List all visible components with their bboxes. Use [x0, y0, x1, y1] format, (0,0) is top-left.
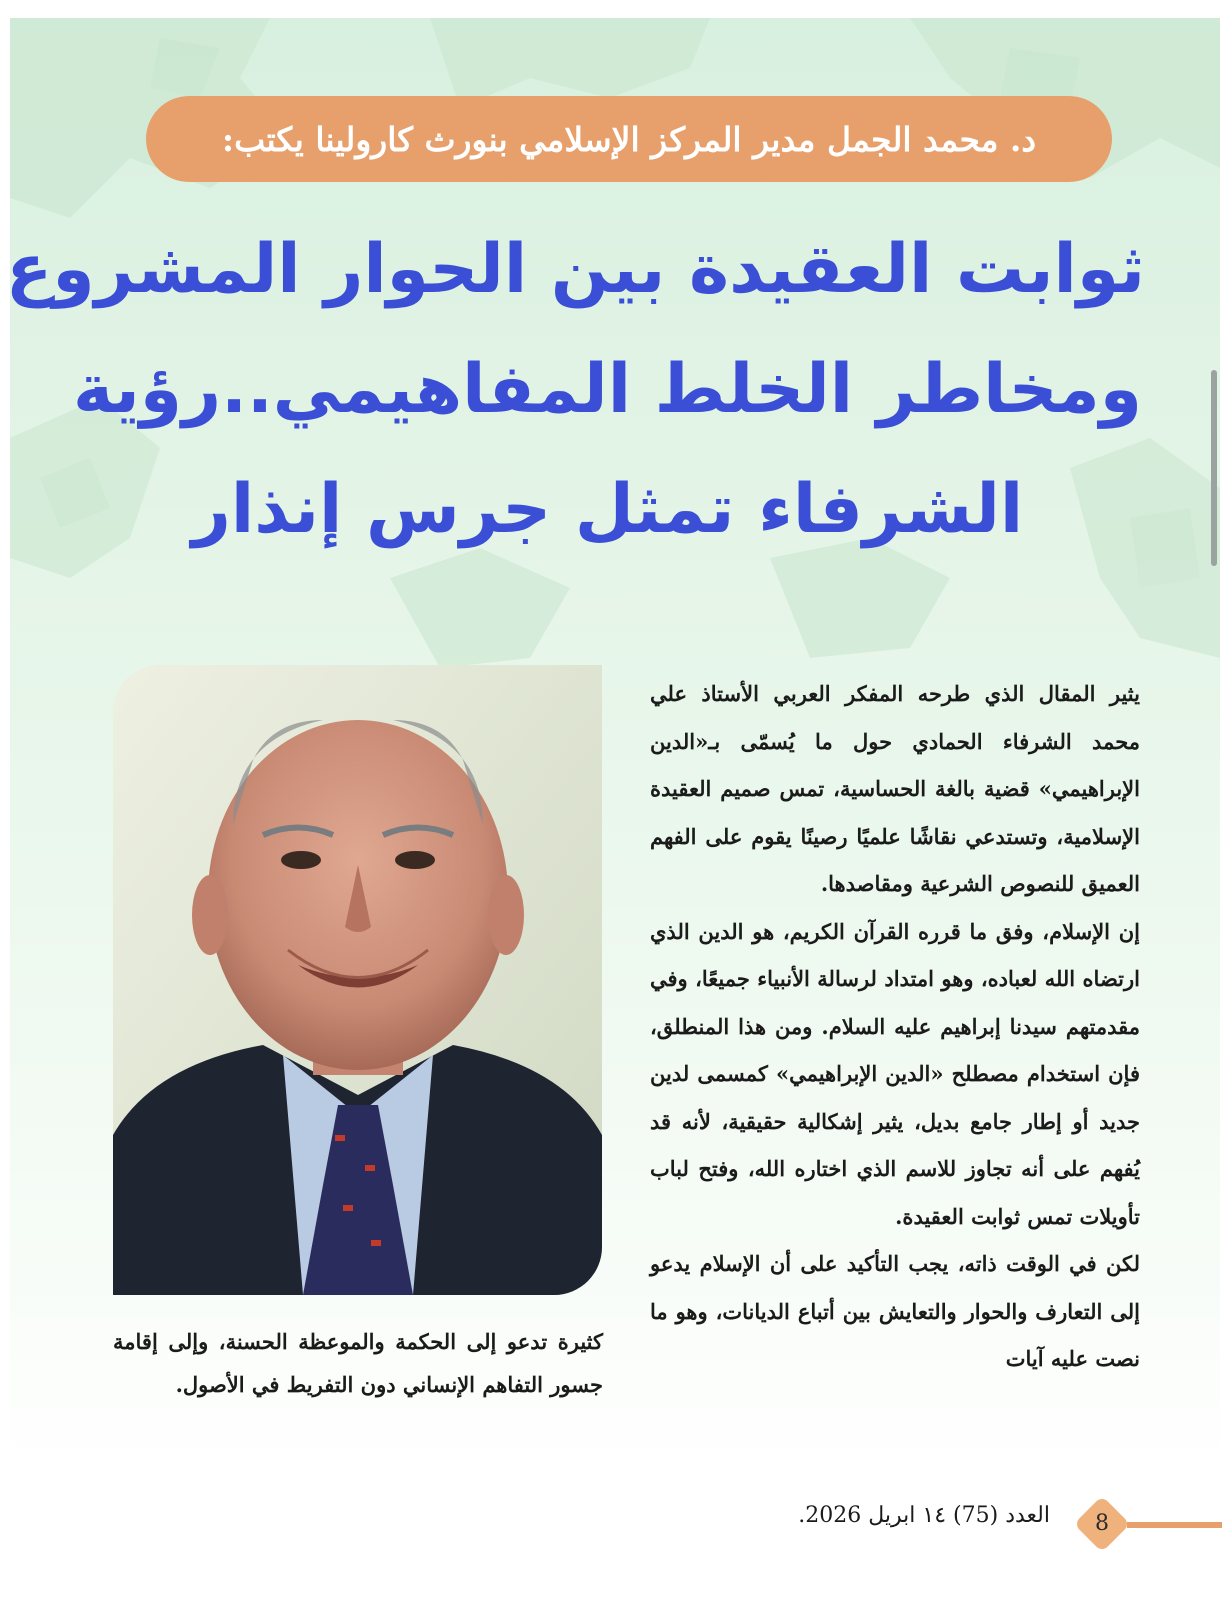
- page-number-badge: [1073, 1495, 1131, 1553]
- portrait-icon: [113, 665, 602, 1295]
- article-body: [650, 670, 1140, 1383]
- headline-line-1: ثوابت العقيدة بين الحوار المشروع: [5, 230, 1145, 309]
- body-paragraph-3: لكن في الوقت ذاته، يجب التأكيد على أن الإسلام يدعو إلى التعارف والحوار والتعايش بين أتباع الديانات، وهو ما نصت عليه آيات: [650, 1251, 1140, 1371]
- body-paragraph-2: إن الإسلام، وفق ما قرره القرآن الكريم، هو الدين الذي ارتضاه الله لعباده، وهو امتداد لرسالة الأنبياء جميعًا، وفي مقدمتهم سيدنا إبراهيم عليه السلام. ومن هذا المنطلق، فإن استخدام مصطلح «الدين الإبراهيمي» كمسمى لدين جديد أو إطار جامع بديل، يثير إشكالية حقيقية، لأنه قد يُفهم على أنه تجاوز للاسم الذي اختاره الله، وفتح لباب تأويلات تمس ثوابت العقيدة.: [650, 918, 1140, 1229]
- body-paragraph-1: يثير المقال الذي طرحه المفكر العربي الأستاذ علي محمد الشرفاء الحمادي حول ما يُسمّى بـ«الدين الإبراهيمي» قضية بالغة الحساسية، تمس صميم العقيدة الإسلامية، وتستدعي نقاشًا علميًا رصينًا يقوم على الفهم العميق للنصوص الشرعية ومقاصدها.: [650, 681, 1140, 896]
- headline: [5, 210, 1145, 570]
- article-continuation: كثيرة تدعو إلى الحكمة والموعظة الحسنة، وإلى إقامة جسور التفاهم الإنساني دون التفريط في الأصول.: [113, 1329, 603, 1397]
- page-number: 8: [1095, 1511, 1109, 1536]
- headline-line-2: ومخاطر الخلط المفاهيمي..رؤية: [72, 350, 1143, 429]
- headline-line-3: الشرفاء تمثل جرس إنذار: [191, 470, 1024, 549]
- byline-banner: [146, 96, 1112, 182]
- issue-info: العدد (75) ١٤ ابريل 2026.: [798, 1503, 1050, 1528]
- byline-text: د. محمد الجمل مدير المركز الإسلامي بنورث كارولينا يكتب:: [221, 119, 1037, 159]
- scrollbar[interactable]: [1211, 370, 1217, 566]
- footer-accent-line: [1127, 1522, 1222, 1528]
- author-portrait-photo: [113, 665, 602, 1295]
